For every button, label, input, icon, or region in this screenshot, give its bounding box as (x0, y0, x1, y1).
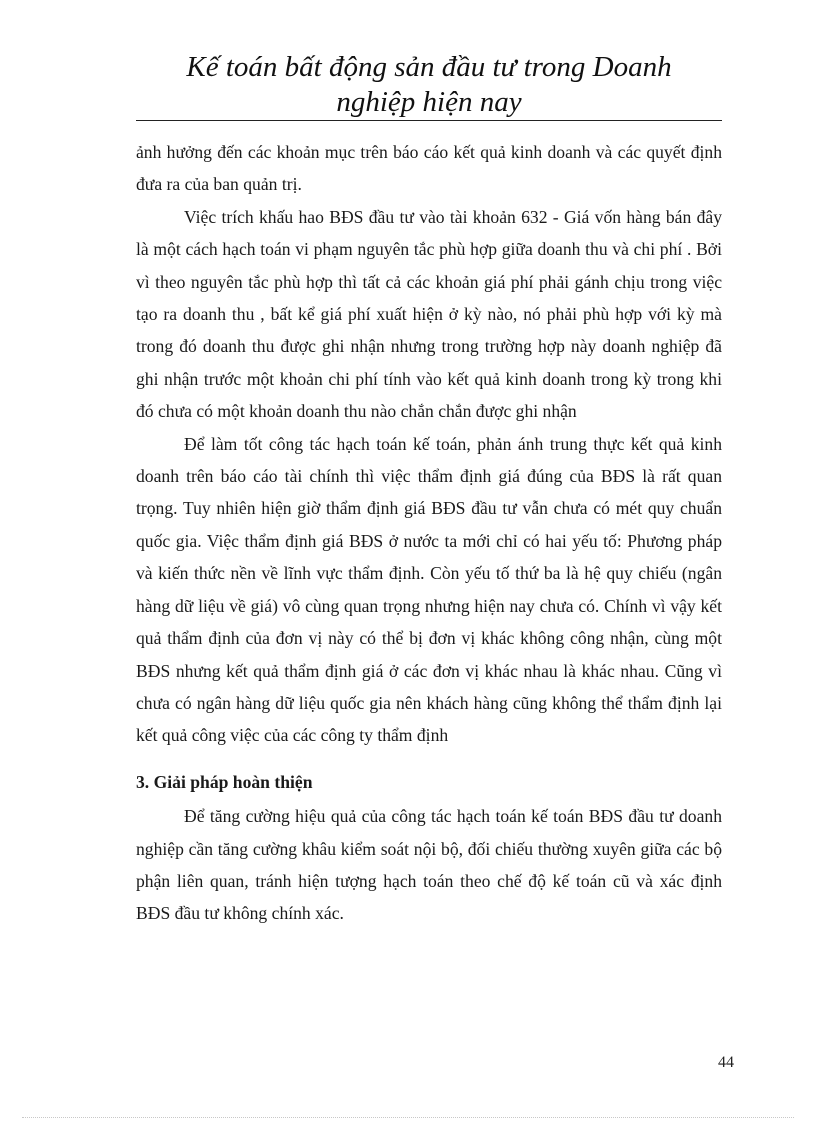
paragraph-continuation: ảnh hưởng đến các khoản mục trên báo cáo kết quả kinh doanh và các quyết định đưa ra của ban quản trị. (136, 142, 722, 195)
section-heading: 3. Giải pháp hoàn thiện (136, 771, 313, 792)
header-title-line-1: Kế toán bất động sản đầu tư trong Doanh (186, 51, 672, 83)
page-number: 44 (718, 1054, 734, 1071)
paragraph-solution: Để tăng cường hiệu quả của công tác hạch toán kế toán BĐS đầu tư doanh nghiệp cần tăng cường khâu kiểm soát nội bộ, đối chiếu thường xuyên giữa các bộ phận liên quan, tránh hiện tượng hạch toán theo chế độ kế toán cũ và xác định BĐS đầu tư không chính xác. (136, 806, 722, 924)
header-divider (136, 120, 722, 121)
paragraph-valuation: Để làm tốt công tác hạch toán kế toán, phản ánh trung thực kết quả kinh doanh trên báo cáo tài chính thì việc thẩm định giá đúng của BĐS là rất quan trọng. Tuy nhiên hiện giờ thẩm định giá BĐS đầu tư vẫn chưa có mét quy chuẩn quốc gia. Việc thẩm định giá BĐS ở nước ta mới chỉ có hai yếu tố: Phương pháp và kiến thức nền về lĩnh vực thẩm định. Còn yếu tố thứ ba là hệ quy chiếu (ngân hàng dữ liệu về giá) vô cùng quan trọng nhưng hiện nay chưa có. Chính vì vậy kết quả thẩm định của đơn vị này có thể bị đơn vị khác không công nhận, cùng một BĐS nhưng kết quả thẩm định giá ở các đơn vị khác nhau là khác nhau. Cũng vì chưa có ngân hàng dữ liệu quốc gia nên khách hàng cũng không thể thẩm định lại kết quả công việc của các công ty thẩm định (136, 433, 722, 746)
header-title-line-2: nghiệp hiện nay (336, 86, 522, 118)
paragraph-depreciation: Việc trích khấu hao BĐS đầu tư vào tài khoản 632 - Giá vốn hàng bán đây là một cách hạch toán vi phạm nguyên tắc phù hợp giữa doanh thu và chi phí . Bởi vì theo nguyên tắc phù hợp thì tất cả các khoản giá phí phải gánh chịu trong việc tạo ra doanh thu , bất kể giá phí xuất hiện ở kỳ nào, nó phải phù hợp với kỳ mà trong đó doanh thu được ghi nhận nhưng trong trường hợp này doanh nghiệp đã ghi nhận trước một khoản chi phí tính vào kết quả kinh doanh trong kỳ trong khi đó chưa có một khoản doanh thu nào chắn chắn được ghi nhận (136, 206, 722, 422)
body-text (136, 136, 722, 930)
running-header (136, 50, 722, 120)
page-bottom-divider (22, 1117, 794, 1118)
